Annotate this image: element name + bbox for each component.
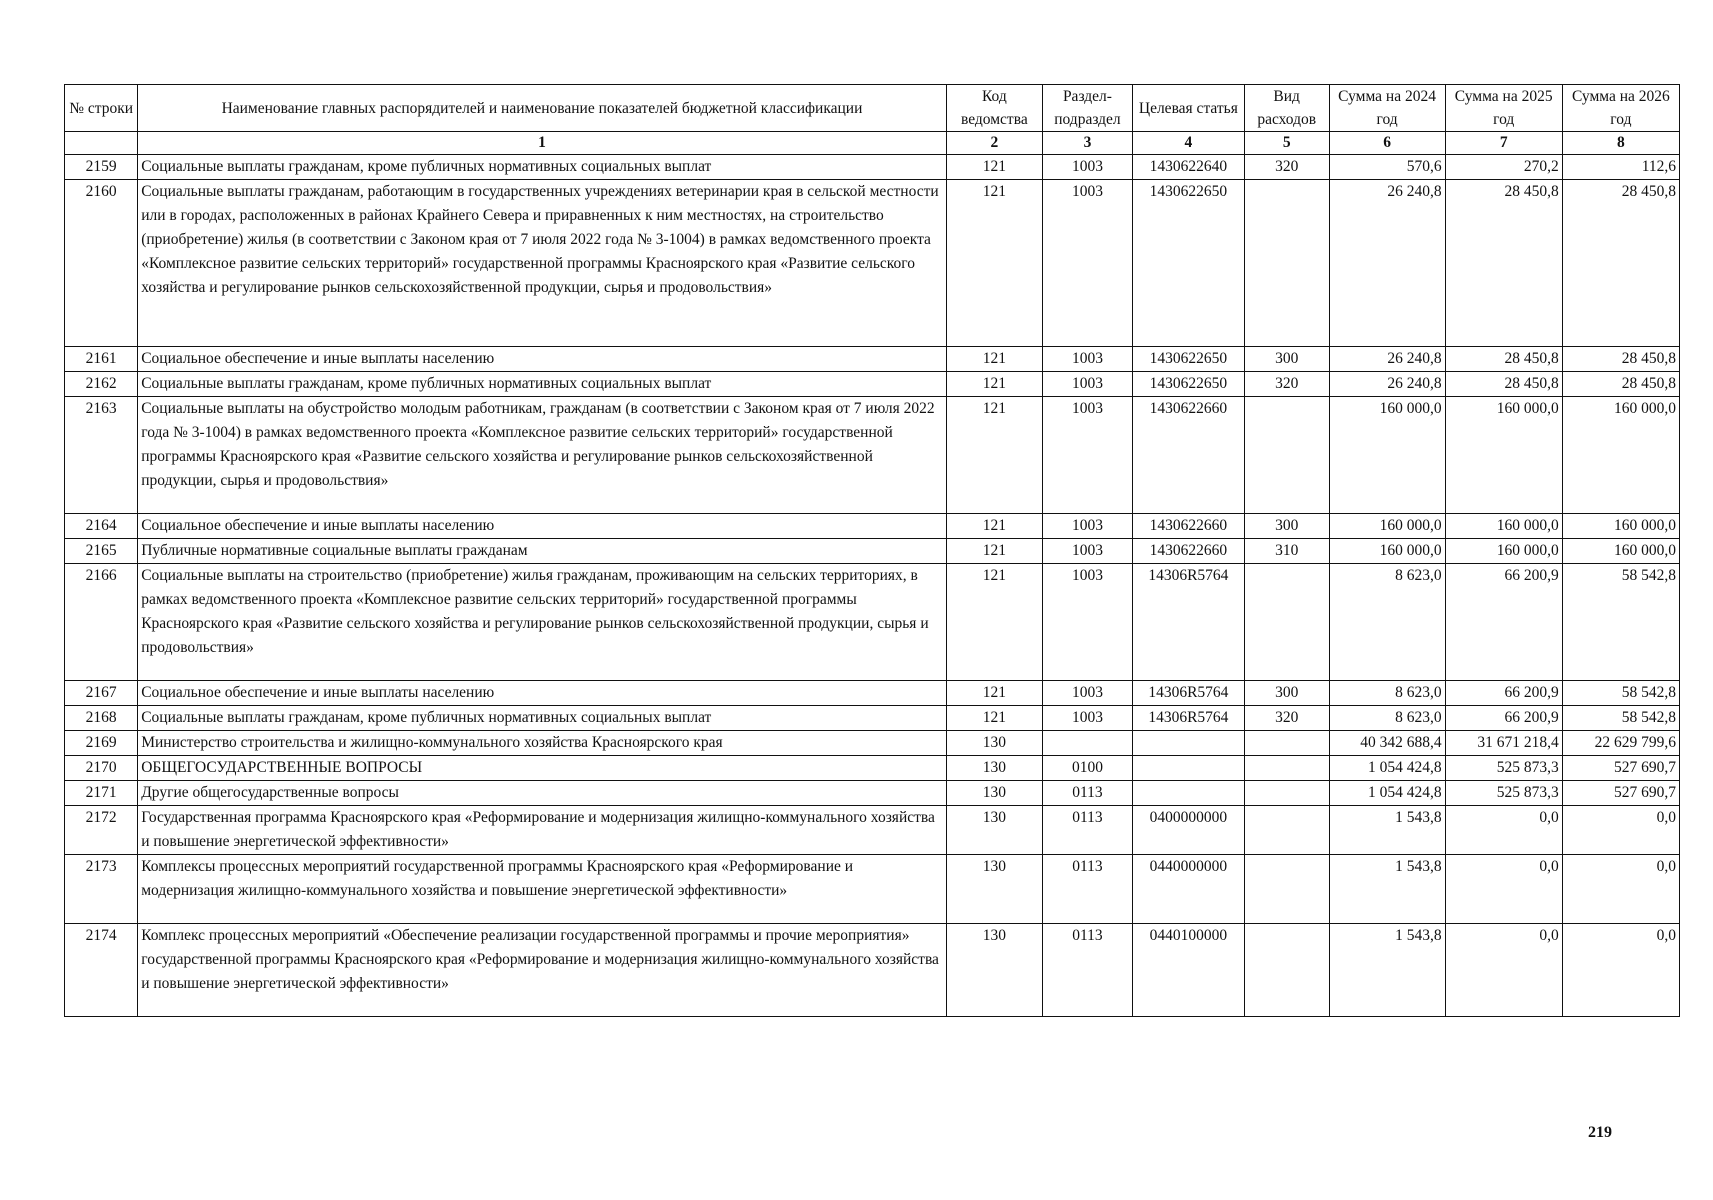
- row-name: Социальные выплаты гражданам, кроме публичных нормативных социальных выплат: [138, 706, 947, 731]
- header-type: Вид расходов: [1244, 85, 1329, 132]
- row-sum-2026: 28 450,8: [1562, 180, 1679, 347]
- row-sum-2025: 0,0: [1445, 855, 1562, 924]
- row-sum-2024: 160 000,0: [1329, 539, 1445, 564]
- table-header-row: [65, 85, 1680, 132]
- row-sum-2026: 160 000,0: [1562, 539, 1679, 564]
- row-sum-2025: 160 000,0: [1445, 397, 1562, 514]
- row-sum-2024: 570,6: [1329, 155, 1445, 180]
- row-section: 1003: [1042, 681, 1132, 706]
- row-section: 0100: [1042, 756, 1132, 781]
- row-code: 121: [946, 372, 1042, 397]
- row-name: Публичные нормативные социальные выплаты гражданам: [138, 539, 947, 564]
- row-number: 2174: [65, 924, 138, 1017]
- row-name: Социальные выплаты гражданам, работающим в государственных учреждениях ветеринарии края в сельской местности или в городах, расположенных в районах Крайнего Севера и приравненных к ним местностях, на строительство (приобретение) жилья (в соответствии с Законом края от 7 июля 2022 года № 3-1004) в рамках ведомственного проекта «Комплексное развитие сельских территорий» государственной программы Красноярского края «Развитие сельского хозяйства и регулирование рынков сельскохозяйственной продукции, сырья и продовольствия»: [138, 180, 947, 347]
- row-sum-2026: 22 629 799,6: [1562, 731, 1679, 756]
- row-sum-2024: 1 054 424,8: [1329, 781, 1445, 806]
- row-section: [1042, 731, 1132, 756]
- row-name: Другие общегосударственные вопросы: [138, 781, 947, 806]
- header-num: № строки: [65, 85, 138, 132]
- row-target: 1430622660: [1132, 397, 1244, 514]
- row-section: 1003: [1042, 372, 1132, 397]
- row-sum-2025: 28 450,8: [1445, 372, 1562, 397]
- row-code: 121: [946, 155, 1042, 180]
- row-sum-2024: 1 543,8: [1329, 855, 1445, 924]
- table-row: [65, 155, 1680, 180]
- row-target: 1430622650: [1132, 180, 1244, 347]
- row-sum-2026: 0,0: [1562, 806, 1679, 855]
- table-row: [65, 539, 1680, 564]
- row-sum-2026: 527 690,7: [1562, 781, 1679, 806]
- row-target: 14306R5764: [1132, 706, 1244, 731]
- table-row: [65, 514, 1680, 539]
- row-number: 2162: [65, 372, 138, 397]
- row-sum-2026: 0,0: [1562, 924, 1679, 1017]
- row-sum-2025: 0,0: [1445, 924, 1562, 1017]
- table-row: [65, 372, 1680, 397]
- table-row: [65, 855, 1680, 924]
- row-section: 0113: [1042, 924, 1132, 1017]
- table-row: [65, 781, 1680, 806]
- row-code: 121: [946, 514, 1042, 539]
- row-sum-2025: 525 873,3: [1445, 756, 1562, 781]
- row-sum-2025: 525 873,3: [1445, 781, 1562, 806]
- row-name: Государственная программа Красноярского края «Реформирование и модернизация жилищно-коммунального хозяйства и повышение энергетической эффективности»: [138, 806, 947, 855]
- row-sum-2026: 0,0: [1562, 855, 1679, 924]
- row-target: [1132, 781, 1244, 806]
- row-number: 2163: [65, 397, 138, 514]
- header-code: Код ведомства: [946, 85, 1042, 132]
- row-code: 121: [946, 564, 1042, 681]
- table-body: [65, 155, 1680, 1017]
- row-sum-2026: 160 000,0: [1562, 397, 1679, 514]
- column-number: 1: [138, 132, 947, 155]
- row-number: 2168: [65, 706, 138, 731]
- row-section: 1003: [1042, 539, 1132, 564]
- row-number: 2159: [65, 155, 138, 180]
- row-sum-2025: 160 000,0: [1445, 539, 1562, 564]
- table-row: [65, 397, 1680, 514]
- row-sum-2026: 160 000,0: [1562, 514, 1679, 539]
- row-code: 121: [946, 706, 1042, 731]
- row-sum-2024: 26 240,8: [1329, 347, 1445, 372]
- table-row: [65, 706, 1680, 731]
- row-section: 0113: [1042, 806, 1132, 855]
- header-target: Целевая статья: [1132, 85, 1244, 132]
- row-type: [1244, 180, 1329, 347]
- table-row: [65, 806, 1680, 855]
- row-type: 310: [1244, 539, 1329, 564]
- row-number: 2167: [65, 681, 138, 706]
- row-sum-2025: 31 671 218,4: [1445, 731, 1562, 756]
- row-number: 2171: [65, 781, 138, 806]
- row-number: 2166: [65, 564, 138, 681]
- row-sum-2025: 66 200,9: [1445, 681, 1562, 706]
- column-number: 7: [1445, 132, 1562, 155]
- table-row: [65, 756, 1680, 781]
- column-number: 5: [1244, 132, 1329, 155]
- row-name: ОБЩЕГОСУДАРСТВЕННЫЕ ВОПРОСЫ: [138, 756, 947, 781]
- row-number: 2173: [65, 855, 138, 924]
- row-sum-2024: 1 543,8: [1329, 806, 1445, 855]
- column-number: 4: [1132, 132, 1244, 155]
- row-sum-2024: 1 054 424,8: [1329, 756, 1445, 781]
- header-2025: Сумма на 2025 год: [1445, 85, 1562, 132]
- column-number: 2: [946, 132, 1042, 155]
- row-target: 1430622640: [1132, 155, 1244, 180]
- header-section: Раздел-подраздел: [1042, 85, 1132, 132]
- row-name: Социальное обеспечение и иные выплаты населению: [138, 347, 947, 372]
- row-section: 1003: [1042, 347, 1132, 372]
- column-number: 6: [1329, 132, 1445, 155]
- row-sum-2024: 8 623,0: [1329, 564, 1445, 681]
- row-type: [1244, 731, 1329, 756]
- column-number: 3: [1042, 132, 1132, 155]
- row-sum-2025: 270,2: [1445, 155, 1562, 180]
- row-sum-2025: 28 450,8: [1445, 180, 1562, 347]
- row-sum-2024: 160 000,0: [1329, 397, 1445, 514]
- row-target: [1132, 756, 1244, 781]
- row-section: 0113: [1042, 855, 1132, 924]
- row-number: 2164: [65, 514, 138, 539]
- row-number: 2165: [65, 539, 138, 564]
- row-type: [1244, 855, 1329, 924]
- row-name: Социальное обеспечение и иные выплаты населению: [138, 681, 947, 706]
- row-code: 121: [946, 681, 1042, 706]
- row-target: 14306R5764: [1132, 564, 1244, 681]
- row-type: [1244, 564, 1329, 681]
- row-name: Социальные выплаты на обустройство молодым работникам, гражданам (в соответствии с Законом края от 7 июля 2022 года № 3-1004) в рамках ведомственного проекта «Комплексное развитие сельских территорий» государственной программы Красноярского края «Развитие сельского хозяйства и регулирование рынков сельскохозяйственной продукции, сырья и продовольствия»: [138, 397, 947, 514]
- row-section: 1003: [1042, 397, 1132, 514]
- row-sum-2026: 58 542,8: [1562, 564, 1679, 681]
- column-number: 8: [1562, 132, 1679, 155]
- row-code: 130: [946, 806, 1042, 855]
- row-target: 1430622650: [1132, 347, 1244, 372]
- header-2024: Сумма на 2024 год: [1329, 85, 1445, 132]
- row-sum-2025: 0,0: [1445, 806, 1562, 855]
- row-code: 130: [946, 924, 1042, 1017]
- row-name: Социальные выплаты на строительство (приобретение) жилья гражданам, проживающим на сельских территориях, в рамках ведомственного проекта «Комплексное развитие сельских территорий» государственной программы Красноярского края «Развитие сельского хозяйства и регулирование рынков сельскохозяйственной продукции, сырья и продовольствия»: [138, 564, 947, 681]
- table-row: [65, 564, 1680, 681]
- row-target: 1430622660: [1132, 539, 1244, 564]
- table-row: [65, 347, 1680, 372]
- row-sum-2024: 8 623,0: [1329, 681, 1445, 706]
- row-number: 2161: [65, 347, 138, 372]
- row-code: 130: [946, 855, 1042, 924]
- row-target: 0440100000: [1132, 924, 1244, 1017]
- row-sum-2025: 66 200,9: [1445, 706, 1562, 731]
- row-type: 320: [1244, 372, 1329, 397]
- row-name: Комплекс процессных мероприятий «Обеспечение реализации государственной программы и прочие мероприятия» государственной программы Красноярского края «Реформирование и модернизация жилищно-коммунального хозяйства и повышение энергетической эффективности»: [138, 924, 947, 1017]
- row-sum-2024: 26 240,8: [1329, 180, 1445, 347]
- row-type: 320: [1244, 706, 1329, 731]
- row-type: [1244, 924, 1329, 1017]
- row-code: 121: [946, 180, 1042, 347]
- budget-table-sheet: [64, 84, 1680, 1017]
- row-code: 121: [946, 539, 1042, 564]
- row-section: 1003: [1042, 155, 1132, 180]
- row-type: 300: [1244, 681, 1329, 706]
- row-number: 2160: [65, 180, 138, 347]
- table-row: [65, 681, 1680, 706]
- row-type: [1244, 781, 1329, 806]
- row-target: 0400000000: [1132, 806, 1244, 855]
- row-target: [1132, 731, 1244, 756]
- row-name: Социальное обеспечение и иные выплаты населению: [138, 514, 947, 539]
- row-section: 0113: [1042, 781, 1132, 806]
- row-number: 2172: [65, 806, 138, 855]
- row-name: Социальные выплаты гражданам, кроме публичных нормативных социальных выплат: [138, 372, 947, 397]
- row-code: 130: [946, 731, 1042, 756]
- row-sum-2026: 58 542,8: [1562, 681, 1679, 706]
- row-target: 14306R5764: [1132, 681, 1244, 706]
- header-name: Наименование главных распорядителей и наименование показателей бюджетной классификации: [138, 85, 947, 132]
- row-sum-2024: 160 000,0: [1329, 514, 1445, 539]
- row-sum-2025: 66 200,9: [1445, 564, 1562, 681]
- row-sum-2026: 58 542,8: [1562, 706, 1679, 731]
- row-target: 0440000000: [1132, 855, 1244, 924]
- row-sum-2026: 28 450,8: [1562, 372, 1679, 397]
- row-type: [1244, 756, 1329, 781]
- page-number: 219: [1588, 1124, 1612, 1141]
- row-section: 1003: [1042, 564, 1132, 681]
- row-sum-2025: 160 000,0: [1445, 514, 1562, 539]
- row-sum-2026: 112,6: [1562, 155, 1679, 180]
- row-number: 2169: [65, 731, 138, 756]
- table-row: [65, 924, 1680, 1017]
- row-number: 2170: [65, 756, 138, 781]
- budget-table: [64, 84, 1680, 1017]
- row-target: 1430622660: [1132, 514, 1244, 539]
- row-sum-2024: 1 543,8: [1329, 924, 1445, 1017]
- column-number: [65, 132, 138, 155]
- row-sum-2024: 26 240,8: [1329, 372, 1445, 397]
- row-type: [1244, 806, 1329, 855]
- row-type: 320: [1244, 155, 1329, 180]
- row-target: 1430622650: [1132, 372, 1244, 397]
- row-sum-2024: 40 342 688,4: [1329, 731, 1445, 756]
- row-section: 1003: [1042, 706, 1132, 731]
- row-name: Комплексы процессных мероприятий государственной программы Красноярского края «Реформирование и модернизация жилищно-коммунального хозяйства и повышение энергетической эффективности»: [138, 855, 947, 924]
- row-section: 1003: [1042, 180, 1132, 347]
- row-code: 121: [946, 397, 1042, 514]
- row-code: 130: [946, 781, 1042, 806]
- header-2026: Сумма на 2026 год: [1562, 85, 1679, 132]
- row-type: 300: [1244, 347, 1329, 372]
- row-type: [1244, 397, 1329, 514]
- table-row: [65, 180, 1680, 347]
- row-sum-2025: 28 450,8: [1445, 347, 1562, 372]
- column-numbers-row: [65, 132, 1680, 155]
- row-sum-2024: 8 623,0: [1329, 706, 1445, 731]
- row-section: 1003: [1042, 514, 1132, 539]
- row-sum-2026: 527 690,7: [1562, 756, 1679, 781]
- row-name: Социальные выплаты гражданам, кроме публичных нормативных социальных выплат: [138, 155, 947, 180]
- row-type: 300: [1244, 514, 1329, 539]
- row-code: 121: [946, 347, 1042, 372]
- row-sum-2026: 28 450,8: [1562, 347, 1679, 372]
- row-name: Министерство строительства и жилищно-коммунального хозяйства Красноярского края: [138, 731, 947, 756]
- table-row: [65, 731, 1680, 756]
- row-code: 130: [946, 756, 1042, 781]
